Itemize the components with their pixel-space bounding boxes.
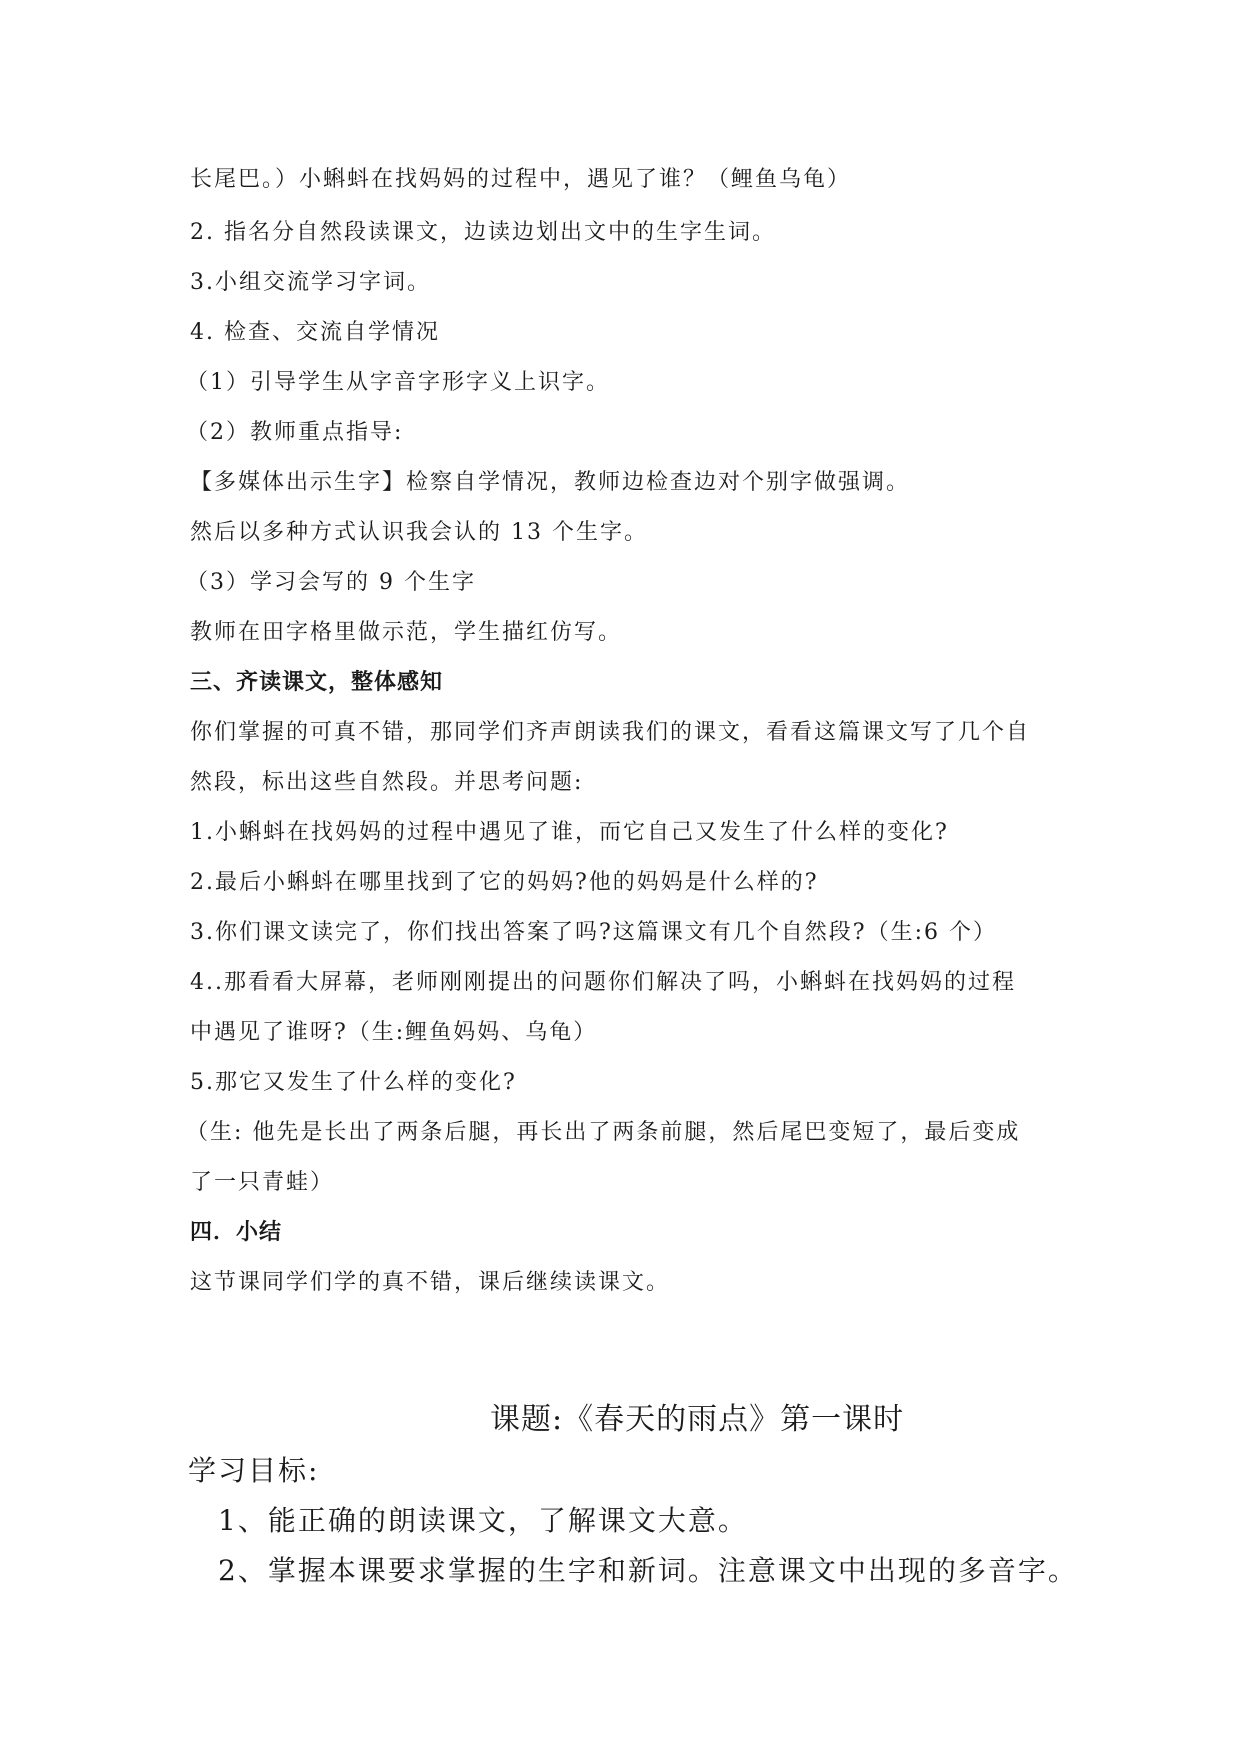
text-line: 教师在田字格里做示范，学生描红仿写。 — [190, 620, 623, 645]
text-line: 4. 检查、交流自学情况 — [190, 320, 440, 345]
text-line: 4..那看看大屏幕，老师刚刚提出的问题你们解决了吗，小蝌蚪在找妈妈的过程 — [190, 970, 1016, 995]
text-line: 【多媒体出示生字】检察自学情况，教师边检查边对个别字做强调。 — [190, 470, 911, 495]
text-line: 3.小组交流学习字词。 — [190, 270, 431, 295]
lesson-title: 课题:《春天的雨点》第一课时 — [490, 1402, 905, 1437]
objectives-heading: 学习目标: — [188, 1454, 320, 1487]
text-line: 这节课同学们学的真不错，课后继续读课文。 — [190, 1270, 671, 1295]
text-line: 1.小蝌蚪在找妈妈的过程中遇见了谁，而它自己又发生了什么样的变化? — [190, 820, 949, 845]
section-heading: 三、齐读课文，整体感知 — [190, 670, 444, 695]
objective-item: 1、能正确的朗读课文，了解课文大意。 — [218, 1504, 748, 1537]
text-line: 5.那它又发生了什么样的变化? — [190, 1070, 517, 1095]
objective-item: 2、掌握本课要求掌握的生字和新词。注意课文中出现的多音字。 — [218, 1554, 1078, 1587]
text-line: 然后以多种方式认识我会认的 13 个生字。 — [190, 520, 648, 545]
text-line: （3）学习会写的 9 个生字 — [186, 570, 476, 595]
text-line: 了一只青蛙） — [190, 1170, 335, 1195]
section-heading: 四．小结 — [190, 1220, 283, 1245]
text-line: 3.你们课文读完了，你们找出答案了吗?这篇课文有几个自然段?（生:6 个） — [190, 920, 997, 945]
text-line: 2.最后小蝌蚪在哪里找到了它的妈妈?他的妈妈是什么样的? — [190, 870, 819, 895]
text-line: 2. 指名分自然段读课文，边读边划出文中的生字生词。 — [190, 220, 776, 245]
text-line: （2）教师重点指导: — [186, 420, 404, 445]
text-line: （生: 他先是长出了两条后腿，再长出了两条前腿，然后尾巴变短了，最后变成 — [186, 1120, 1021, 1145]
text-line: 然段，标出这些自然段。并思考问题: — [190, 770, 584, 795]
text-line: 你们掌握的可真不错，那同学们齐声朗读我们的课文，看看这篇课文写了几个自 — [190, 720, 1031, 745]
text-line: （1）引导学生从字音字形字义上识字。 — [186, 370, 610, 395]
text-line: 中遇见了谁呀?（生:鲤鱼妈妈、乌龟） — [190, 1020, 598, 1045]
text-line: 长尾巴。）小蝌蚪在找妈妈的过程中，遇见了谁？（鲤鱼乌龟） — [190, 167, 852, 192]
